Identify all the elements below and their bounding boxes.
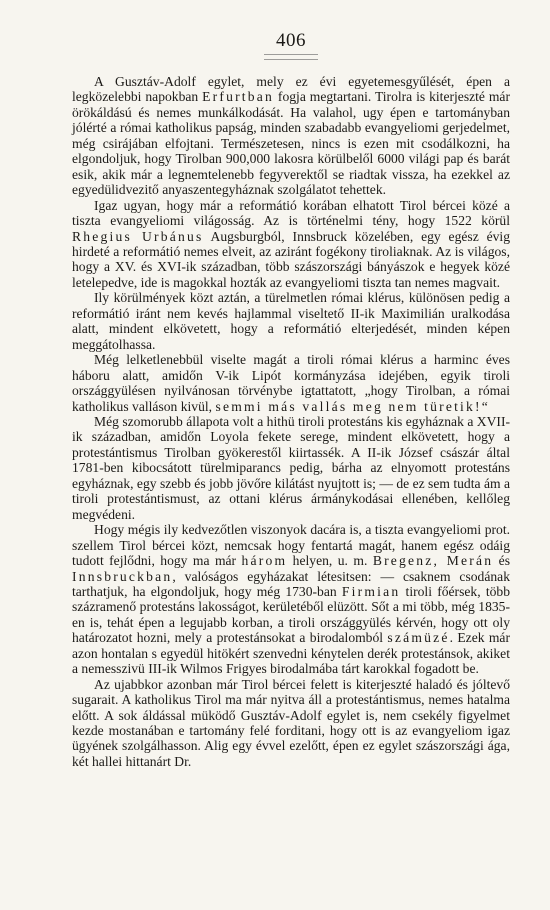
spaced-emphasis-text: Bregenz, Merán xyxy=(372,553,494,569)
paragraph xyxy=(72,290,510,352)
paragraph xyxy=(72,522,510,677)
paragraph-text: Még lelketlenebbül viselte magát a tiroli római klérus a harminc éves háboru alatt, amidőn V-ik Lipót kormányzása idejében, egyik tiroli országgyülésen nyilvánosan törvénybe igtattatott, „hogy Tirolban, a római katholikus valláson kivül, xyxy=(72,352,510,414)
spaced-emphasis-text: semmi más vallás meg nem türetik! xyxy=(215,398,482,414)
paragraph-text: “ xyxy=(481,398,488,414)
paragraph xyxy=(72,352,510,414)
paragraph-text: Hogy mégis ily kedvezőtlen viszonyok dacára is, a tiszta evangyeliomi prot. szellem Tirol bércei közt, nemcsak hogy fentartá magát, hanem egész odáig tudott fejlődni, hogy ma már xyxy=(72,522,510,569)
paragraph-text: . Ezek már azon hontalan s egyedül hitökért szenvedni kénytelen derék protestánsok, akiket a nemesszivü III-ik Wilmos Frigyes birodalmába tárt karokkal fogadott be. xyxy=(72,630,510,677)
body-text xyxy=(72,74,510,769)
spaced-emphasis-text: Rhegius Urbánus xyxy=(72,228,204,244)
paragraph-text: helyen, u. m. xyxy=(287,553,373,569)
paragraph-text: fogja megtartani. Tirolra is kiterjeszté már örökáldású és nemes munkálkodását. Ha valahol, ugy épen e tartományban jólérté a római katholikus papság, minden szabadabb evangyeliomi gerjedelmet, még csirájában elfojtani. Természetesen, nincs is ezen mit csodálkozni, ha elgondoljuk, hogy Tirolban 900,000 lakosra körülbelől 6000 világi pap és barát esik, akik már a legnemtelenebb fegyverektől se riadtak vissza, ha ezekkel az egyedülidvezitő anyaszentegyháznak szolgálatot tehettek. xyxy=(72,89,510,198)
paragraph-text: Az ujabbkor azonban már Tirol bércei felett is kiterjeszté haladó és jóltevő sugarait. A katholikus Tirol ma már nyitva áll a protestántismus, nemes hatalma előtt. A sok áldással müködő Gusztáv-Adolf egylet is, nem csekély figyelmet kezde mostanában e tartomány felé forditani, hogy ott is az evangyeliom igaz ügyének szolgálhasson. Alig egy évvel ezelőtt, épen ez egylet szászországi ága, két hallei hittanárt Dr. xyxy=(72,676,510,769)
spaced-emphasis-text: Erfurtban xyxy=(202,89,275,105)
paragraph-text: A Gusztáv-Adolf egylet, mely ez évi egyetemesgyűlését, épen a legközelebbi napokban xyxy=(72,74,510,105)
paragraph-text: Ily körülmények közt aztán, a türelmetlen római klérus, különösen pedig a reformátió iránt nem kevés hajlammal viseltető II-ik Maximilián uralkodása alatt, mindent elkövetett, hogy a reformátió elterjedését, minden képen meggátolhassa. xyxy=(72,290,510,352)
paragraph-text: , valóságos egyházakat létesitsen: — csaknem csodának tarthatjuk, ha elgondoljuk, hogy még 1730-ban xyxy=(72,568,510,599)
spaced-emphasis-text: Innsbruckban xyxy=(72,568,173,584)
page-number: 406 xyxy=(276,30,306,51)
paragraph xyxy=(72,414,510,522)
spaced-emphasis-text: Firmian xyxy=(341,583,401,599)
spaced-emphasis-text: számüzé xyxy=(387,630,450,646)
paragraph-text: Még szomorubb állapota volt a hithü tiroli protestáns kis egyháznak a XVII-ik században, amidőn Loyola fekete serege, mindent elkövetett, hogy a protestántismus Tirolban gyökerestől kiirtassék. A II-ik József császár által 1781-ben kibocsátott türelmiparancs pedig, bárha az elnyomott protestáns egyháznak, egy szebb és jobb jövőre kilátást nyujtott is; — de ez sem tudta ám a tiroli protestántismust, az ottani klérus ármánykodásai ellenében, kellőleg megvédeni. xyxy=(72,413,510,522)
paragraph-text: tiroli főérsek, több százramenő protestáns lakosságot, kerületéből elüzött. Sőt a mi több, még 1835-en is, tehát épen a legujabb korban, a tiroli országgyülés kérvén, hogy ott oly határozatot hozni, mely a protestánsokat a birodalomból xyxy=(72,583,510,646)
decorative-rule xyxy=(264,54,318,60)
spaced-emphasis-text: három xyxy=(241,553,288,569)
paragraph xyxy=(72,677,510,770)
paragraph-text: Augsburgból, Innsbruck közelében, egy egész évig hirdeté a reformátió nemes elveit, az aziránt fogékony tiroliaknak. Az is világos, hogy a XV. és XVI-ik században, több szászországi bányászok e hegyek közé letelepedve, ide is magokkal hozták az evangyeliomi tiszta tan nemes magvait. xyxy=(72,228,510,290)
paragraph-text: és xyxy=(493,553,510,569)
paragraph-text: Igaz ugyan, hogy már a reformátió korában elhatott Tirol bércei közé a tiszta evangyeliomi világosság. Az is történelmi tény, hogy 1522 körül xyxy=(72,197,510,229)
paragraph xyxy=(72,198,510,291)
paragraph xyxy=(72,74,510,198)
